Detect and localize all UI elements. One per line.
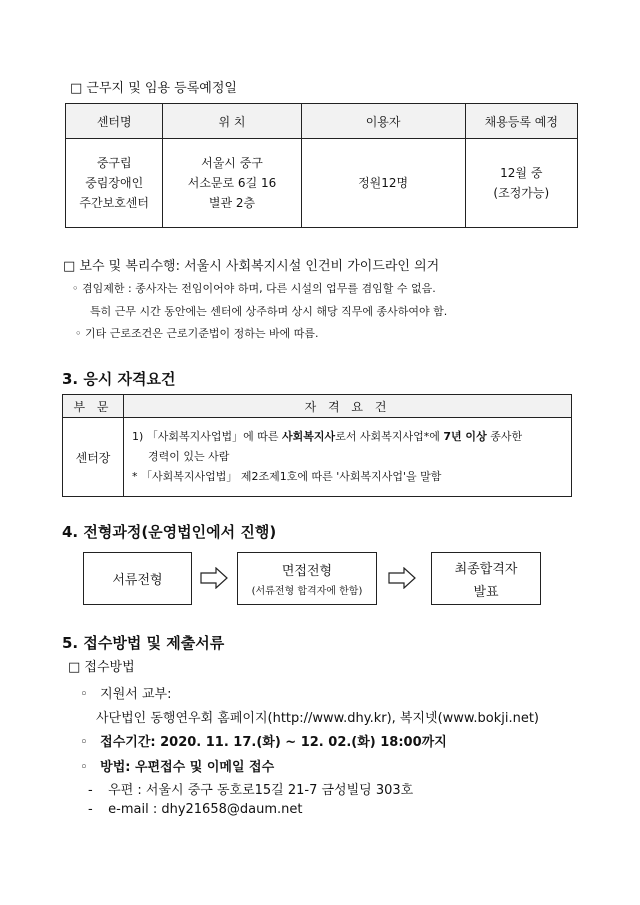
- req-bold: 사회복지사: [282, 430, 336, 443]
- requirement-cell: [124, 418, 572, 497]
- process-step-document: [83, 552, 192, 605]
- location-cell: [163, 139, 301, 228]
- item-text: e-mail : dhy21658@daum.net: [108, 802, 303, 817]
- bullet: ◦: [80, 687, 88, 702]
- submission-item: [80, 756, 274, 775]
- submission-item: [88, 802, 302, 817]
- section4-title: 4. 전형과정(운영법인에서 진행): [62, 523, 277, 541]
- table-header: 이용자: [301, 104, 465, 139]
- requirement-line: [132, 427, 563, 447]
- location-line: 별관 2층: [208, 196, 256, 210]
- process-step-interview: [237, 552, 377, 605]
- table-header: 위 치: [163, 104, 301, 139]
- table-header: 자 격 요 건: [124, 395, 572, 418]
- pay-item: ◦ 겸임제한 : 종사자는 전임이어야 하며, 다른 시설의 업무를 겸임할 수 없음.: [72, 282, 436, 295]
- step-sublabel: 발표: [473, 584, 499, 600]
- users-cell: 정원12명: [301, 139, 465, 228]
- schedule-cell: [465, 139, 577, 228]
- table-header: 부 문: [63, 395, 124, 418]
- req-text: 종사한: [486, 430, 523, 443]
- bullet: ◦: [80, 760, 88, 775]
- req-text: 로서 사회복지사업*에: [335, 430, 444, 443]
- req-text: 1) 「사회복지사업법」에 따른: [132, 430, 283, 443]
- pay-heading: □ 보수 및 복리수행: 서울시 사회복지시설 인건비 가이드라인 의거: [63, 259, 440, 274]
- workplace-table: [65, 103, 578, 228]
- table-header: 채용등록 예정: [465, 104, 577, 139]
- location-line: 서소문로 6길 16: [187, 176, 277, 190]
- category-cell: 센터장: [63, 418, 124, 497]
- requirement-note: * 「사회복지사업법」 제2조제1호에 따른 '사회복지사업'을 말함: [132, 470, 442, 483]
- step-sublabel: (서류전형 합격자에 한함): [251, 586, 363, 597]
- submission-item: [80, 731, 447, 750]
- submission-item: [80, 683, 171, 702]
- schedule-line: 12월 중: [500, 166, 543, 180]
- workplace-heading: □ 근무지 및 임용 등록예정일: [70, 81, 237, 96]
- submission-item: [88, 779, 413, 798]
- center-name-cell: [66, 139, 163, 228]
- item-text: 사단법인 동행연우회 홈페이지(http://www.dhy.kr), 복지넷(www.bokji.net): [96, 711, 540, 726]
- bullet: -: [88, 802, 93, 817]
- step-label: 최종합격자: [454, 561, 518, 577]
- item-text: 지원서 교부:: [100, 687, 172, 702]
- pay-item: 특히 근무 시간 동안에는 센터에 상주하며 상시 해당 직무에 종사하여야 함.: [90, 305, 448, 318]
- center-name-line: 중림장애인: [85, 176, 144, 190]
- arrow-right-icon: [388, 567, 416, 589]
- step-label: 면접전형: [281, 564, 333, 579]
- item-text: 우편 : 서울시 중구 동호로15길 21-7 금성빌딩 303호: [108, 783, 414, 798]
- section3-title: 3. 응시 자격요건: [62, 370, 176, 388]
- center-name-line: 중구립: [96, 156, 132, 170]
- process-step-final: [431, 552, 541, 605]
- item-text: 접수기간: 2020. 11. 17.(화) ~ 12. 02.(화) 18:00까지: [100, 735, 447, 750]
- center-name-line: 주간보호센터: [79, 196, 149, 210]
- bullet: ◦: [80, 735, 88, 750]
- qualification-table: [62, 394, 572, 497]
- submission-subheading: □ 접수방법: [68, 660, 135, 675]
- pay-item: ◦ 기타 근로조건은 근로기준법이 정하는 바에 따름.: [75, 327, 319, 340]
- item-text: 방법: 우편접수 및 이메일 접수: [100, 760, 275, 775]
- section5-title: 5. 접수방법 및 제출서류: [62, 634, 225, 652]
- step-label: 서류전형: [112, 573, 163, 588]
- submission-item: [96, 707, 539, 726]
- schedule-line: (조정가능): [493, 186, 550, 200]
- requirement-line: 경력이 있는 사람: [148, 450, 230, 463]
- table-header: 센터명: [66, 104, 163, 139]
- arrow-right-icon: [200, 567, 228, 589]
- bullet: -: [88, 783, 93, 798]
- req-bold: 7년 이상: [443, 430, 487, 443]
- location-line: 서울시 중구: [201, 156, 263, 170]
